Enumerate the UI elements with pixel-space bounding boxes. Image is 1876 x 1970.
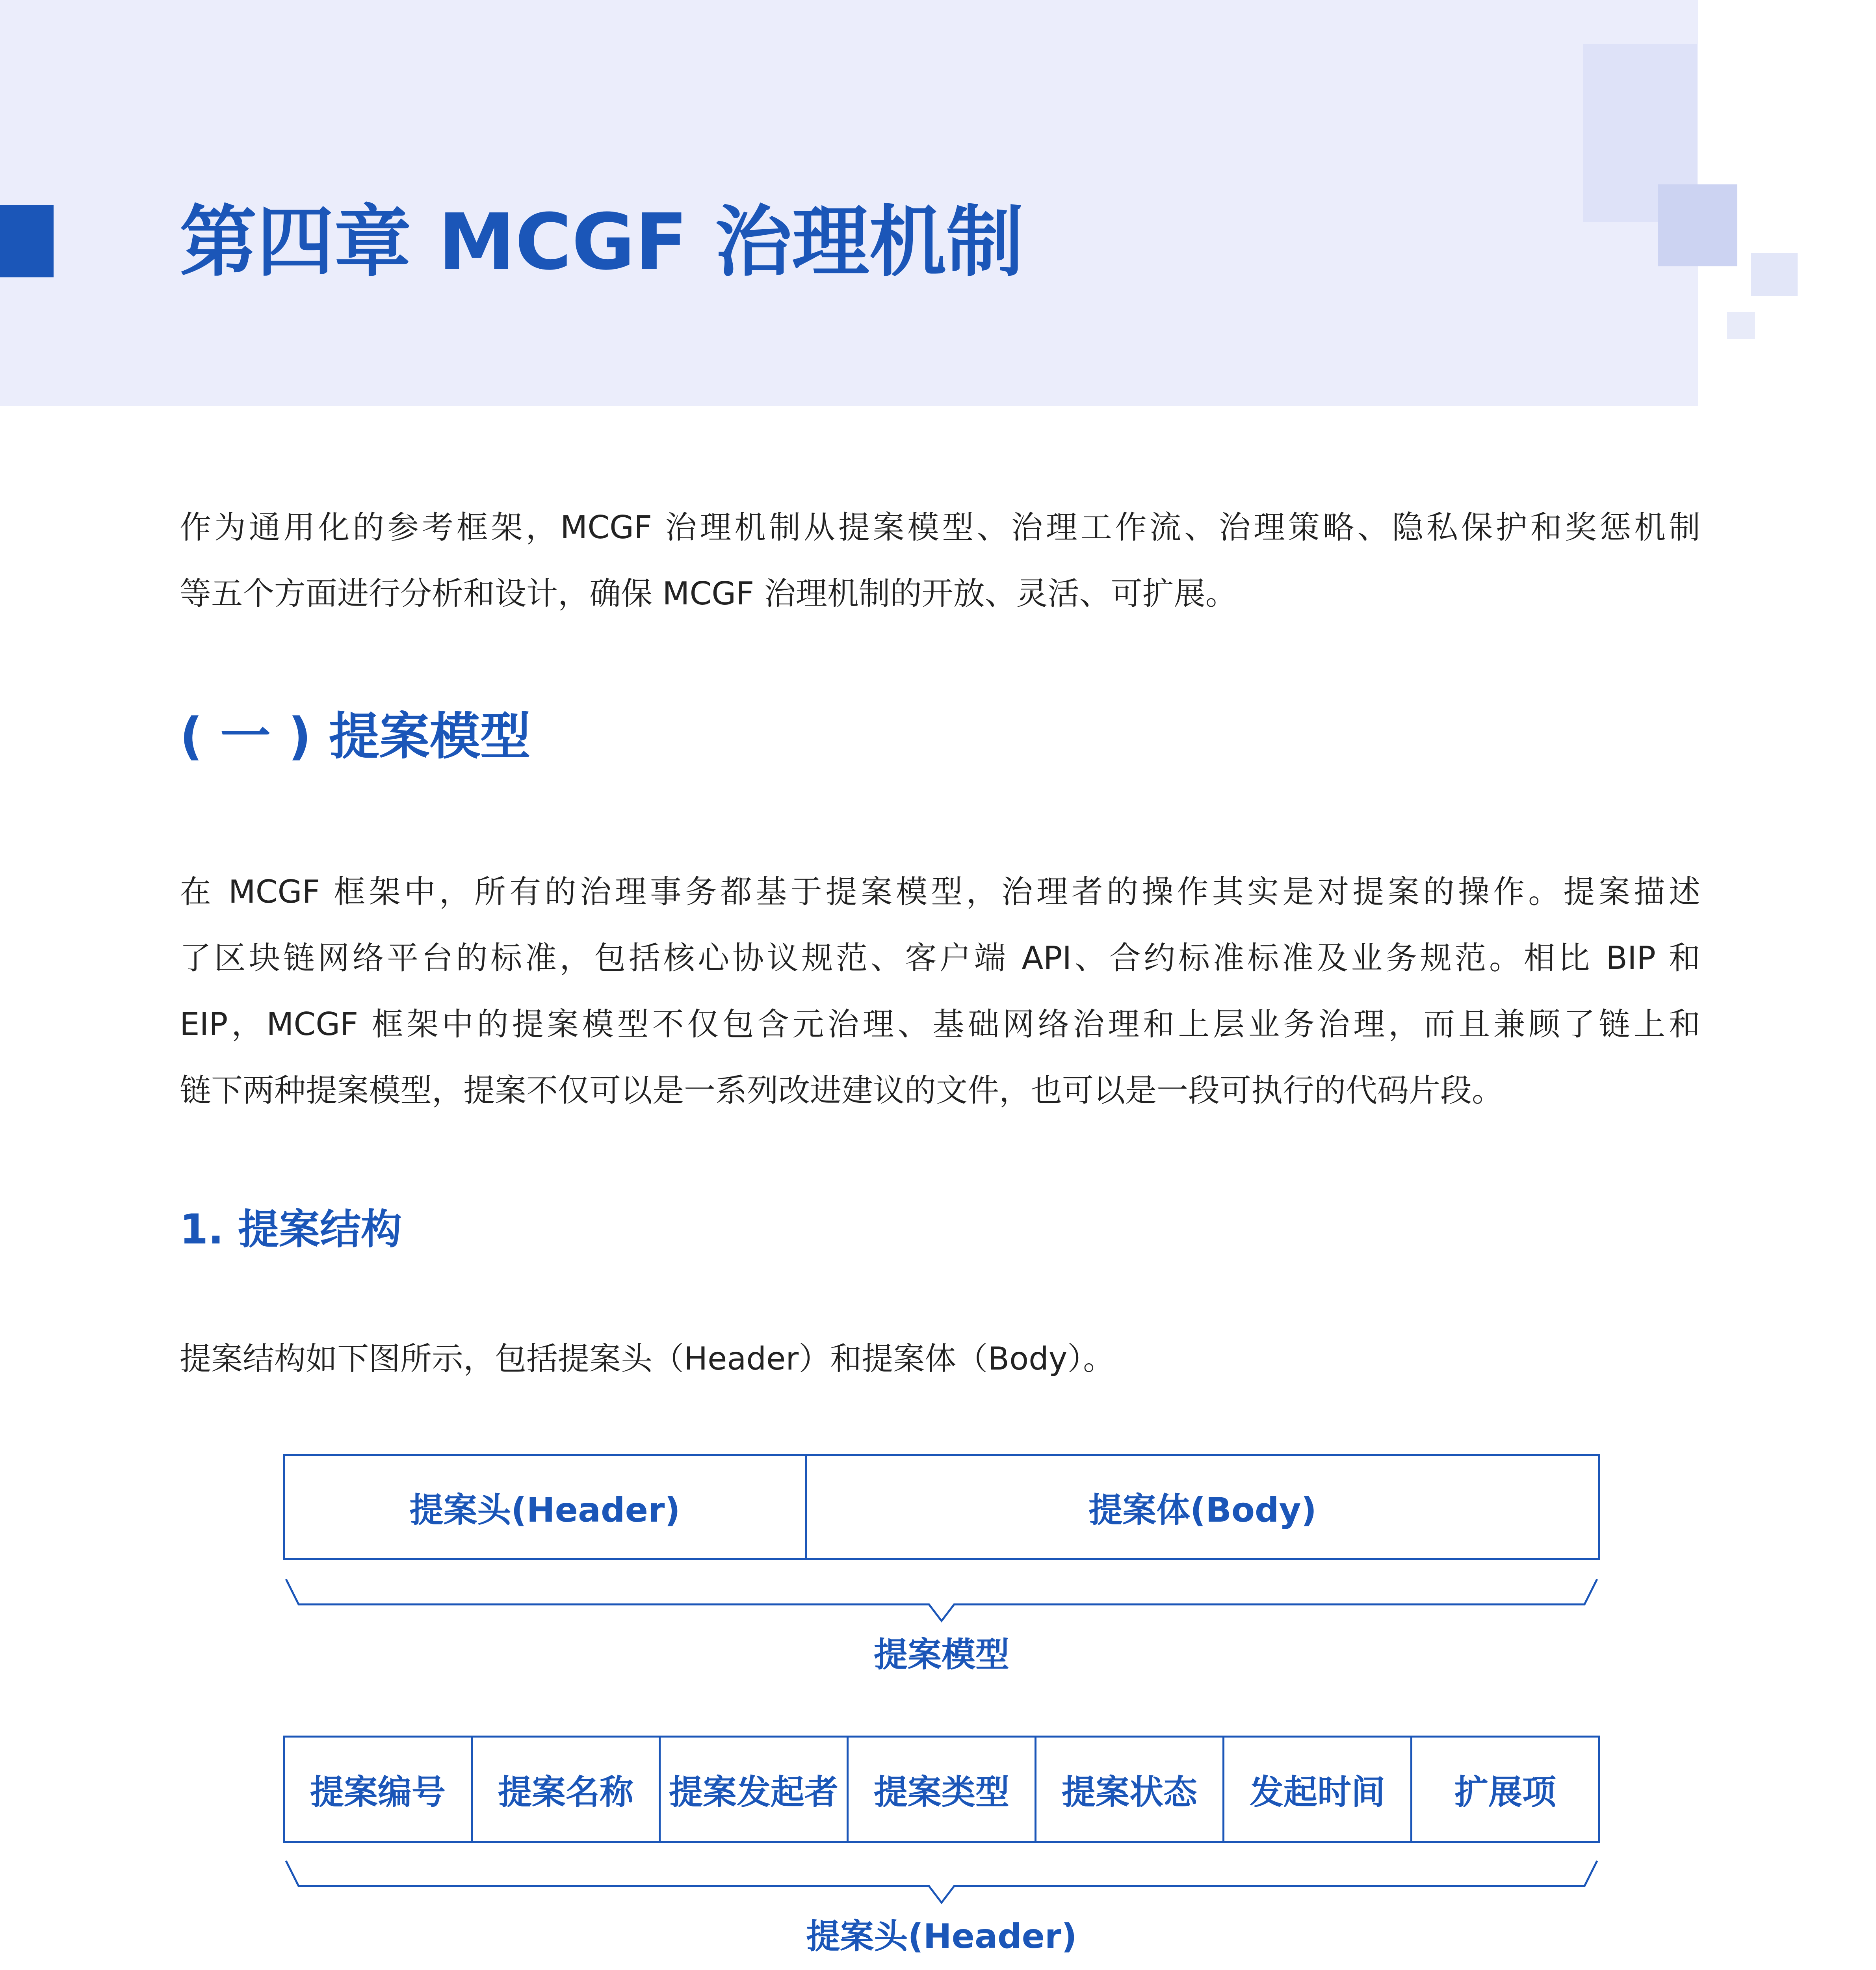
diagram-label-proposal-header: 提案头(Header) [806, 1917, 1077, 1956]
chapter-title: 第四章 MCGF 治理机制 [180, 197, 1024, 287]
proposal-model-row [283, 1454, 1600, 1560]
brace-proposal-model [283, 1572, 1600, 1623]
diagram-cell: 提案编号 [285, 1738, 473, 1841]
paragraph-line: 链下两种提案模型，提案不仅可以是一系列改进建议的文件，也可以是一段可执行的代码片段。 [180, 1072, 1503, 1109]
diagram-label-proposal-model: 提案模型 [874, 1635, 1009, 1674]
diagram-cell: 提案名称 [473, 1738, 661, 1841]
diagram-cell: 提案类型 [849, 1738, 1036, 1841]
proposal-header-row [283, 1736, 1600, 1843]
paragraph-line: EIP，MCGF 框架中的提案模型不仅包含元治理、基础网络治理和上层业务治理，而且兼顾了链上和 [180, 1006, 1700, 1043]
diagram-cell: 提案头(Header) [285, 1456, 807, 1558]
section-heading-proposal-model: ( 一 ) 提案模型 [180, 707, 531, 766]
diagram-cell: 提案状态 [1036, 1738, 1224, 1841]
chapter-accent-bar [0, 205, 54, 277]
diagram-cell: 扩展项 [1454, 1773, 1556, 1812]
proposal-structure-paragraph [180, 1326, 1700, 1392]
decorative-square [1727, 312, 1755, 339]
diagram-cell: 发起时间 [1224, 1738, 1412, 1841]
intro-paragraph [180, 494, 1700, 627]
diagram-cell: 提案体(Body) [1088, 1491, 1317, 1530]
decorative-square [1751, 253, 1798, 296]
paragraph-line: 等五个方面进行分析和设计，确保 MCGF 治理机制的开放、灵活、可扩展。 [180, 575, 1237, 612]
diagram-cell: 提案发起者 [661, 1738, 849, 1841]
paragraph-line: 提案结构如下图所示，包括提案头（Header）和提案体（Body）。 [180, 1340, 1115, 1377]
decorative-square [1658, 184, 1737, 266]
paragraph-line: 了区块链网络平台的标准，包括核心协议规范、客户端 API、合约标准标准及业务规范。相比 BIP 和 [180, 940, 1700, 976]
brace-proposal-header [283, 1854, 1600, 1905]
paragraph-line: 作为通用化的参考框架，MCGF 治理机制从提案模型、治理工作流、治理策略、隐私保护和奖惩机制 [180, 509, 1700, 546]
paragraph-line: 在 MCGF 框架中，所有的治理事务都基于提案模型，治理者的操作其实是对提案的操作。提案描述 [180, 873, 1700, 910]
subsection-heading-proposal-structure: 1. 提案结构 [180, 1205, 402, 1253]
proposal-model-paragraph [180, 859, 1700, 1124]
